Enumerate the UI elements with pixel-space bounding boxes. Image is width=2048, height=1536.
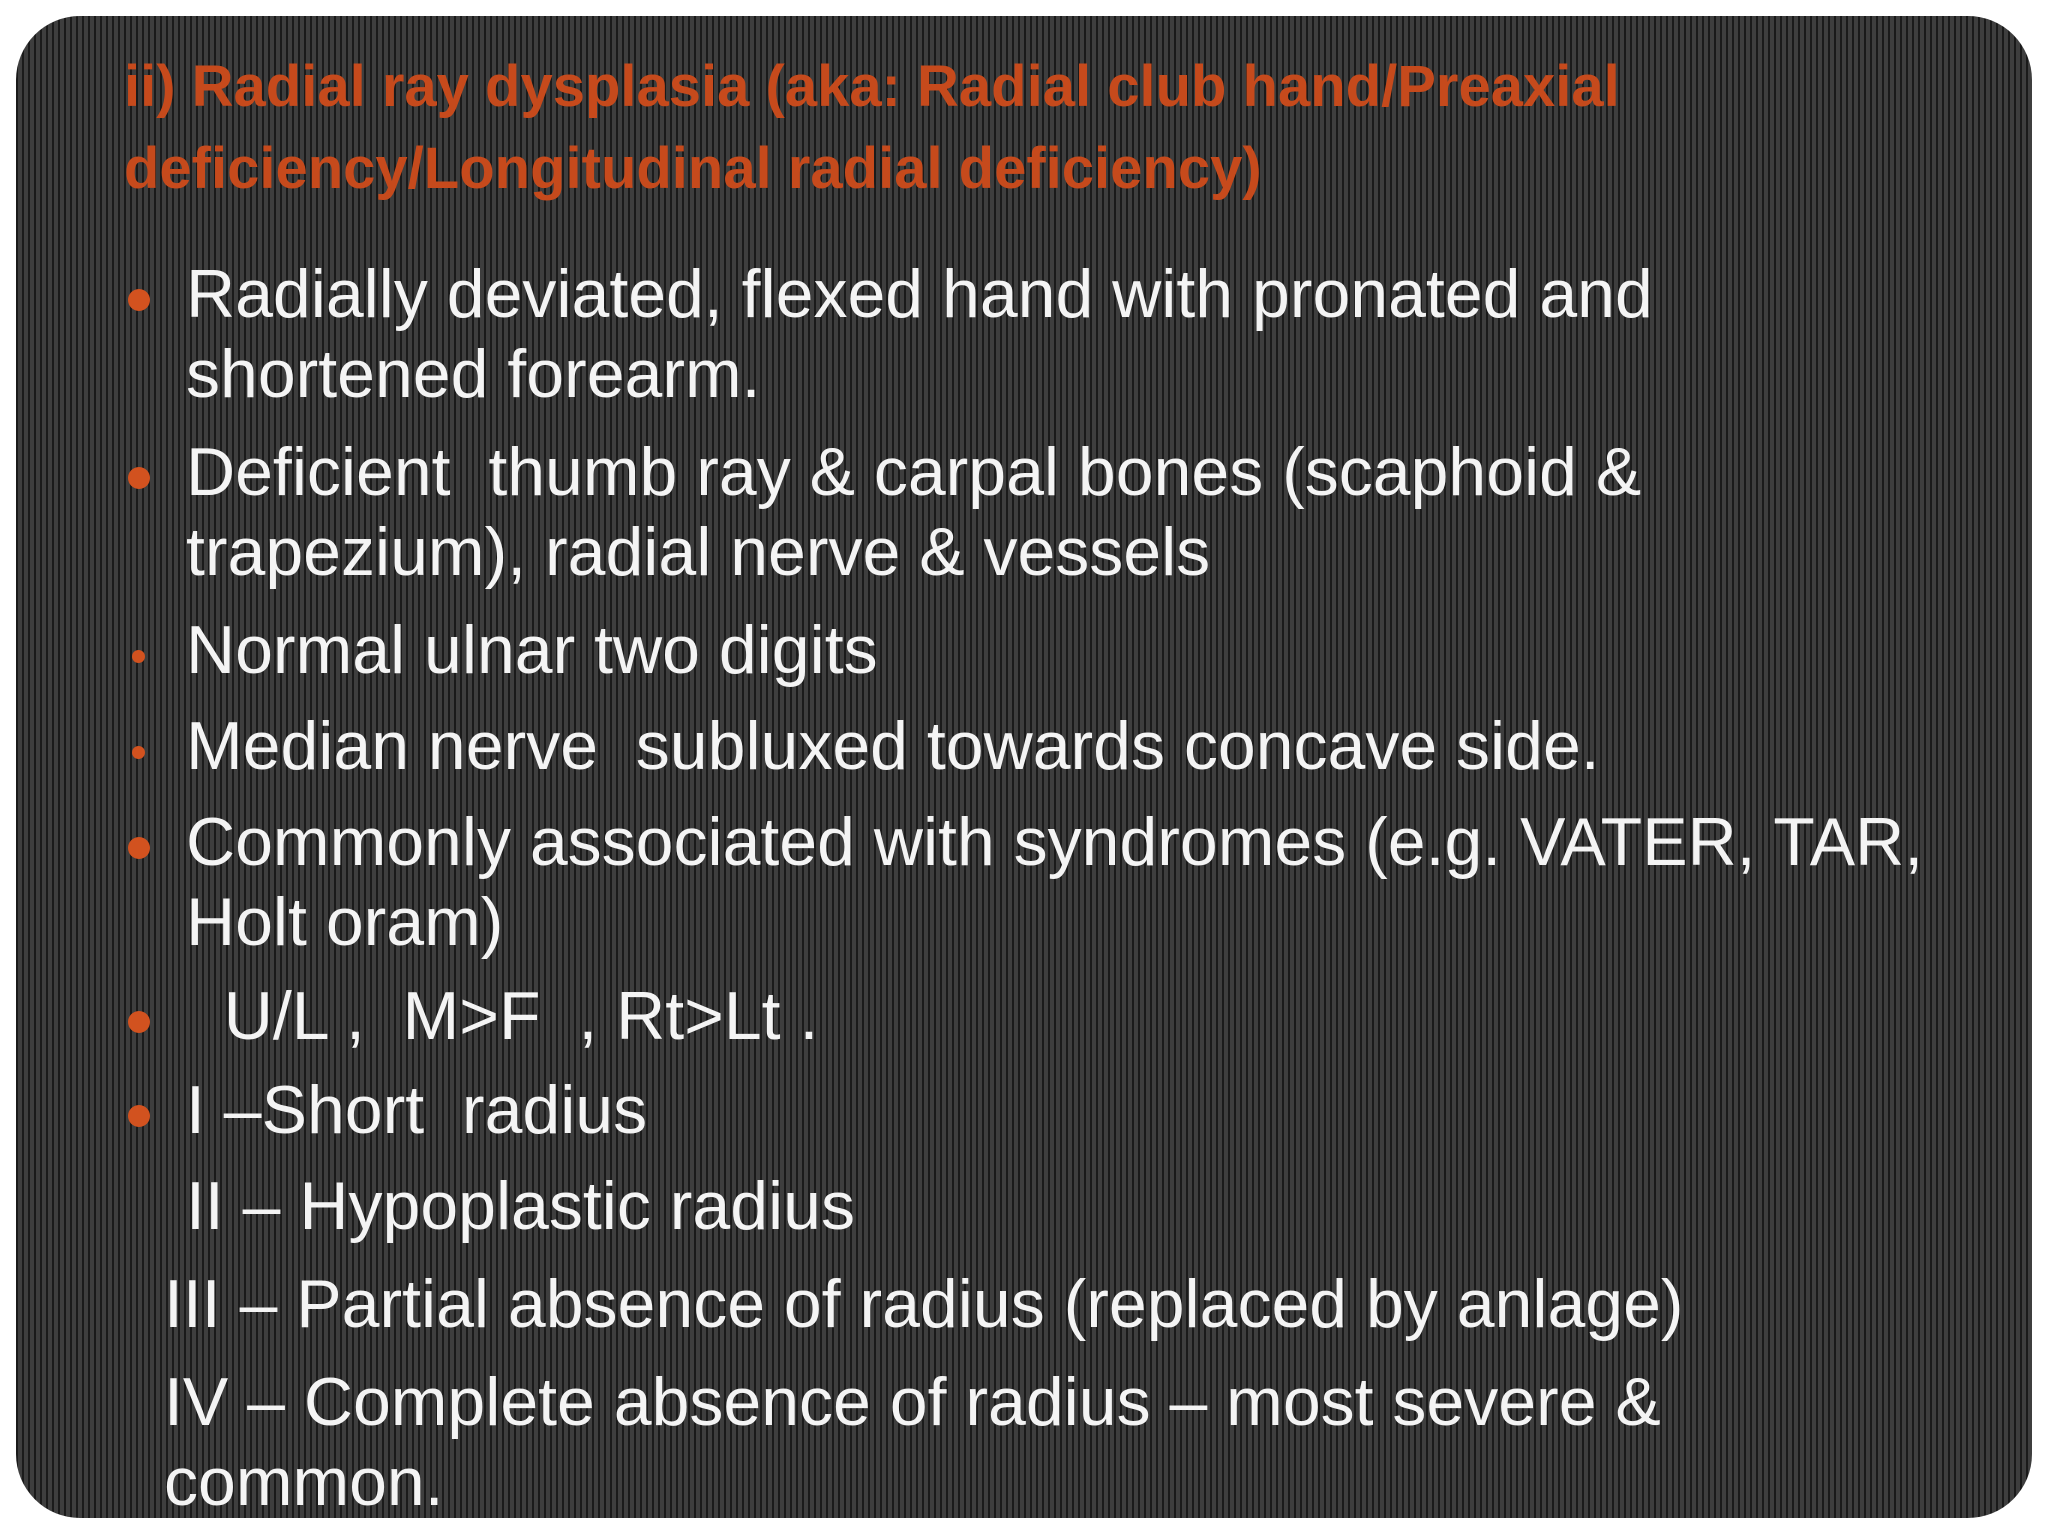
continuation-text: IV – Complete absence of radius – most severe & common. (164, 1364, 1680, 1518)
bullet-dot-icon (128, 837, 150, 859)
continuation-text: II – Hypoplastic radius (186, 1168, 855, 1244)
bullet-text: Deficient thumb ray & carpal bones (scaphoid & trapezium), radial nerve & vessels (186, 434, 1661, 590)
bullet-dot-icon (128, 1105, 150, 1127)
bullet-dot-icon (128, 1011, 150, 1033)
bullet-dot-icon (128, 467, 150, 489)
bullet-dot-icon (132, 650, 145, 663)
slide (16, 16, 2032, 1518)
continuation-text: III – Partial absence of radius (replaced by anlage) (164, 1266, 1684, 1342)
bullet-text: Radially deviated, flexed hand with pronated and shortened forearm. (186, 256, 1672, 412)
slide-title: ii) Radial ray dysplasia (aka: Radial club hand/Preaxial deficiency/Longitudinal radial deficiency) (124, 54, 1620, 201)
bullet-dot-icon (128, 289, 150, 311)
bullet-text: I –Short radius (186, 1072, 648, 1148)
bullet-text: Normal ulnar two digits (186, 612, 878, 688)
bullet-text: Commonly associated with syndromes (e.g. VATER, TAR, Holt oram) (186, 804, 1942, 960)
bullet-text: Median nerve subluxed towards concave side. (186, 708, 1600, 784)
bullet-dot-icon (132, 746, 145, 759)
bullet-text: U/L , M>F , Rt>Lt . (186, 978, 819, 1054)
